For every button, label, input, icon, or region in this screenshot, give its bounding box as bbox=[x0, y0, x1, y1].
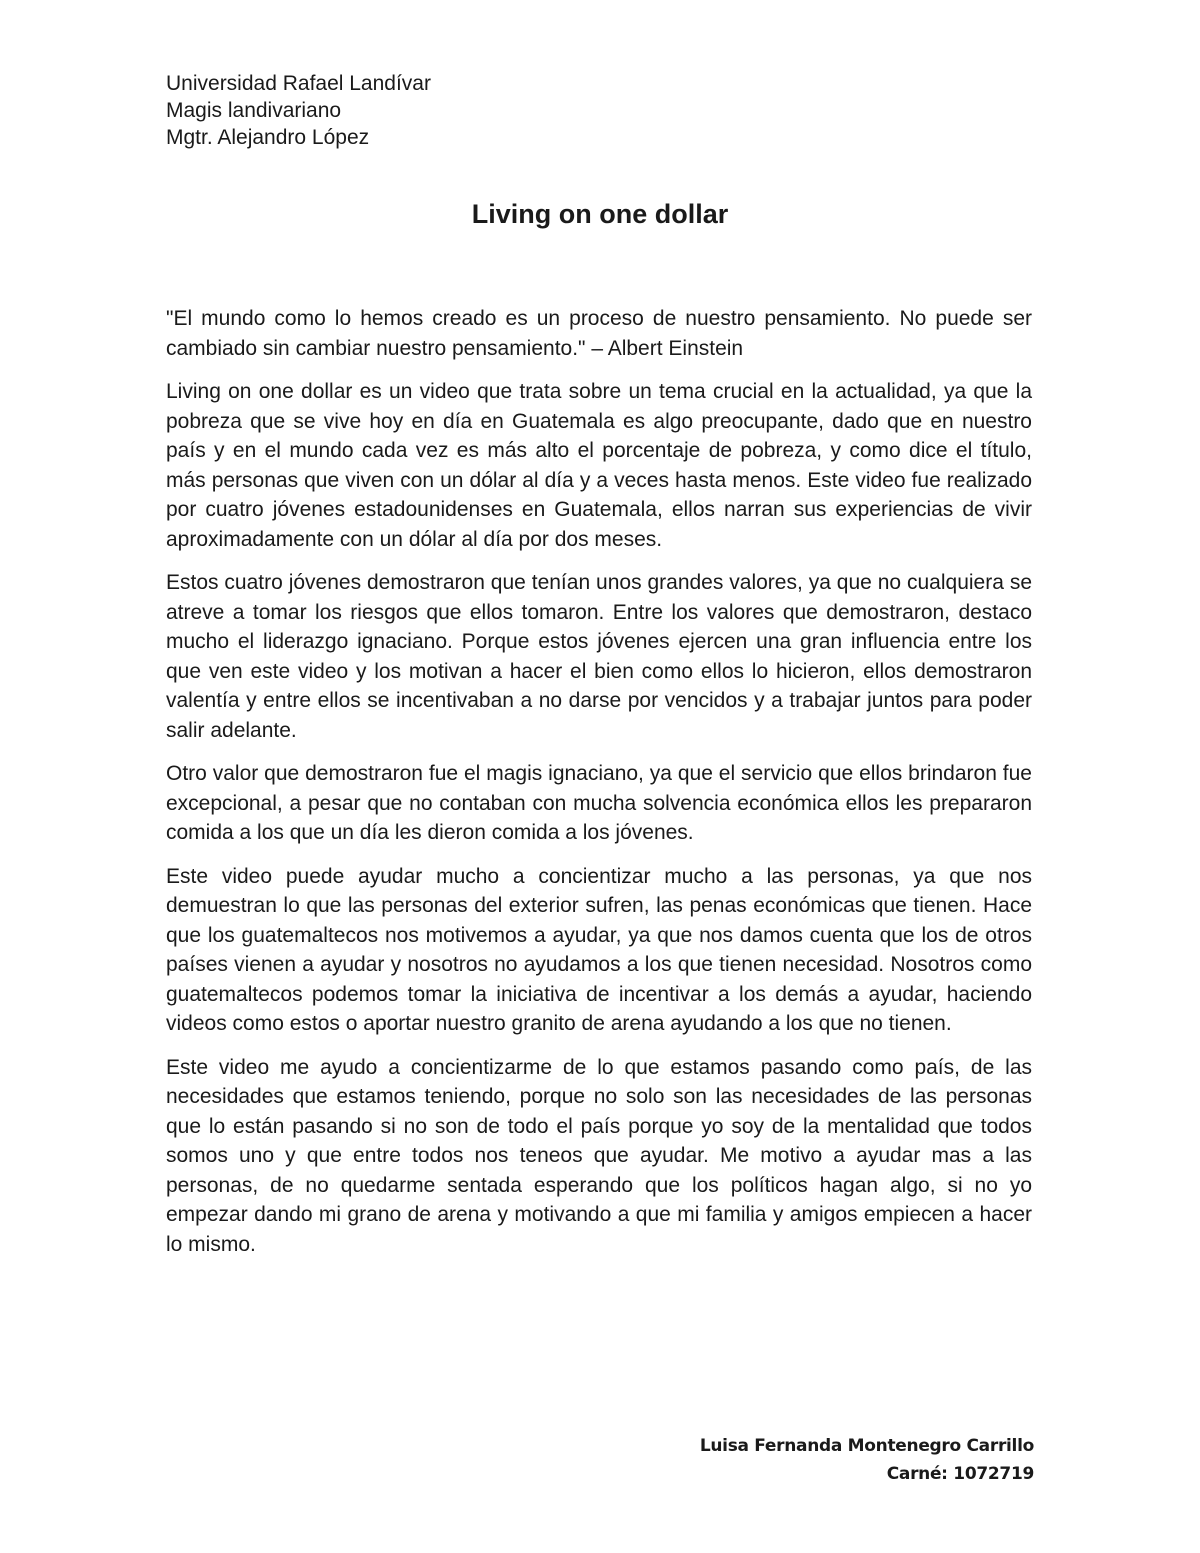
author-name: Luisa Fernanda Montenegro Carrillo bbox=[699, 1436, 1034, 1456]
document-body bbox=[166, 304, 1032, 1273]
student-id: Carné: 1072719 bbox=[886, 1464, 1034, 1484]
document-title: Living on one dollar bbox=[471, 199, 729, 229]
document-header bbox=[166, 70, 431, 151]
teacher-name: Mgtr. Alejandro López bbox=[166, 126, 370, 149]
document-footer bbox=[700, 1432, 1034, 1488]
body-paragraph: Estos cuatro jóvenes demostraron que tenían unos grandes valores, ya que no cualquiera se atreve a tomar los riesgos que ellos tomaron. Entre los valores que demostraron, destaco mucho el liderazgo ignaciano. Porque estos jóvenes ejercen una gran influencia entre los que ven este video y los motivan a hacer el bien como ellos lo hicieron, ellos demostraron valentía y entre ellos se incentivaban a no darse por vencidos y a trabajar juntos para poder salir adelante. bbox=[166, 571, 1032, 742]
body-paragraph: Living on one dollar es un video que trata sobre un tema crucial en la actualidad, ya que la pobreza que se vive hoy en día en Guatemala es algo preocupante, dado que en nuestro país y en el mundo cada vez es más alto el porcentaje de pobreza, y como dice el título, más personas que viven con un dólar al día y a veces hasta menos. Este video fue realizado por cuatro jóvenes estadounidenses en Guatemala, ellos narran sus experiencias de vivir aproximadamente con un dólar al día por dos meses. bbox=[166, 380, 1032, 551]
quote-paragraph: "El mundo como lo hemos creado es un proceso de nuestro pensamiento. No puede ser cambiado sin cambiar nuestro pensamiento." – Albert Einstein bbox=[166, 307, 1032, 360]
body-paragraph: Otro valor que demostraron fue el magis ignaciano, ya que el servicio que ellos brindaron fue excepcional, a pesar que no contaban con mucha solvencia económica ellos les prepararon comida a los que un día les dieron comida a los jóvenes. bbox=[166, 762, 1032, 844]
university-name: Universidad Rafael Landívar bbox=[166, 72, 431, 95]
course-name: Magis landivariano bbox=[166, 99, 342, 122]
body-paragraph: Este video puede ayudar mucho a concientizar mucho a las personas, ya que nos demuestran lo que las personas del exterior sufren, las penas económicas que tienen. Hace que los guatemaltecos nos motivemos a ayudar, ya que nos damos cuenta que los de otros países vienen a ayudar y nosotros no ayudamos a los que tienen necesidad. Nosotros como guatemaltecos podemos tomar la iniciativa de incentivar a los demás a ayudar, haciendo videos como estos o aportar nuestro granito de arena ayudando a los que no tienen. bbox=[166, 864, 1032, 1035]
body-paragraph: Este video me ayudo a concientizarme de lo que estamos pasando como país, de las necesidades que estamos teniendo, porque no solo son las necesidades de las personas que lo están pasando si no son de todo el país porque yo soy de la mentalidad que todos somos uno y que entre todos nos teneos que ayudar. Me motivo a ayudar mas a las personas, de no quedarme sentada esperando que los políticos hagan algo, si no yo empezar dando mi grano de arena y motivando a que mi familia y amigos empiecen a hacer lo mismo. bbox=[166, 1055, 1032, 1256]
